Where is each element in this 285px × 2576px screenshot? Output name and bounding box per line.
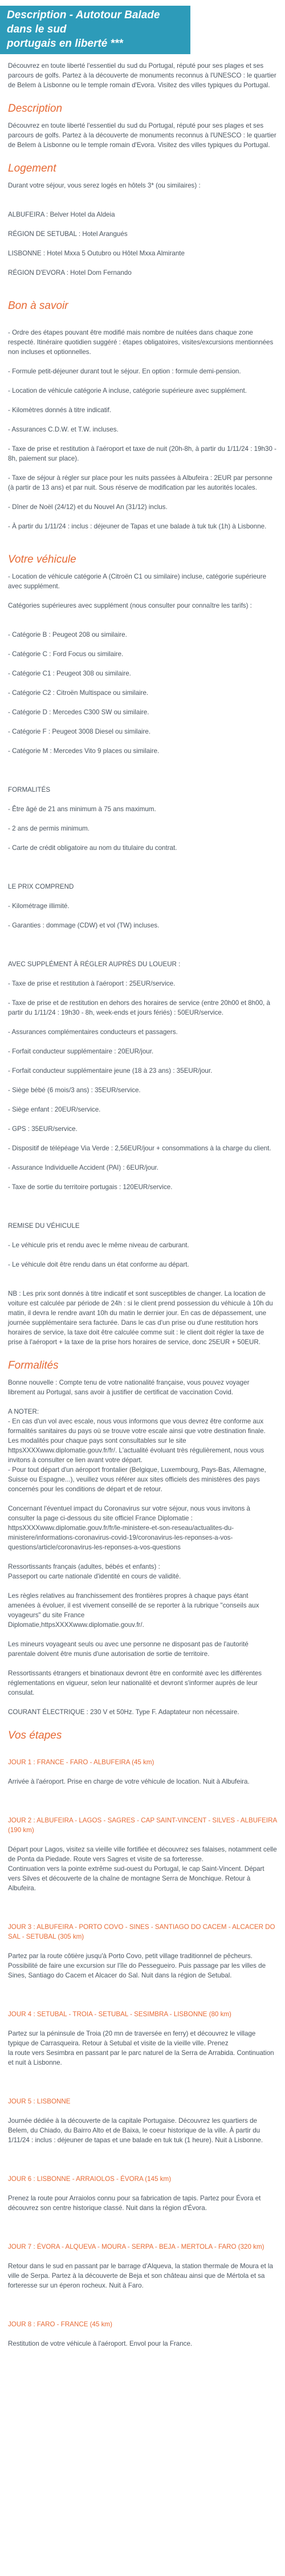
itinerary-day-title: JOUR 3 : ALBUFEIRA - PORTO COVO - SINES - SANTIAGO DO CACEM - ALCACER DO SAL - SETUBAL (305 km) xyxy=(8,1923,275,1940)
vehicule-formalites-heading: FORMALITÉS xyxy=(8,786,51,793)
hotel-line: RÉGION D'EVORA : Hotel Dom Fernando xyxy=(8,269,132,276)
itinerary-day xyxy=(8,2000,277,2077)
itinerary-day xyxy=(8,2310,277,2358)
itinerary-day xyxy=(8,1912,277,1990)
vehicule-formalites-item: - Être âgé de 21 ans minimum à 75 ans maximum. xyxy=(8,805,156,813)
itinerary-day-text: Journée dédiée à la découverte de la capitale Portugaise. Découvrez les quartiers de Belem, du Chiado, du Bairro Alto et de Baixa, le coeur historique de la ville. À partir du 1/11/24 : inclus : déjeuner de tapas et une balade en tuk tuk (1 heure). Nuit à Lisbonne. xyxy=(8,2117,263,2144)
bon-a-savoir-item: - Ordre des étapes pouvant être modifié mais nombre de nuitées dans chaque zone respecté. Itinéraire quotidien suggéré : étapes obligatoires, visites/excursions mentionnées non incluses et optionnelles. xyxy=(8,329,274,356)
vehicule-remise xyxy=(8,1211,277,1279)
vehicule-prix-item: - Garanties : dommage (CDW) et vol (TW) incluses. xyxy=(8,922,160,929)
etapes-heading: Vos étapes xyxy=(8,1729,62,1741)
itinerary-day-title: JOUR 7 : ÉVORA - ALQUEVA - MOURA - SERPA - BEJA - MERTOLA - FARO (320 km) xyxy=(8,2243,264,2251)
bon-a-savoir-item: - Taxe de prise et restitution à l'aéroport et taxe de nuit (20h-8h, à partir du 1/11/24 : 19h30 - 8h, paiement sur place). xyxy=(8,445,276,462)
vehicule-category: - Catégorie F : Peugeot 3008 Diesel ou similaire. xyxy=(8,728,151,735)
vehicule-prix-item: - Kilométrage illimité. xyxy=(8,902,70,910)
formalites-paragraph: Les mineurs voyageant seuls ou avec une personne ne disposant pas de l'autorité parentale doivent être munis d'une autorisation de sortie de territoire. xyxy=(8,1641,249,1658)
hotel-line: LISBONNE : Hotel Mxxa 5 Outubro ou Hôtel Mxxa Almirante xyxy=(8,250,185,257)
vehicule-remise-item: - Le véhicule pris et rendu avec le même niveau de carburant. xyxy=(8,1242,189,1249)
formalites-paragraph: A NOTER: - En cas d'un vol avec escale, nous vous informons que vous devrez être conforme aux formalités sanitaires du pays où se trouve votre escale ainsi que votre destination finale. Les modalités pour chaque pays sont consultables sur le site httpsXXXXwww.diplomatie.gouv.fr/fr/. L'actualité évoluant très régulièrement, nous vous invitons à consulter ce lien avant votre départ. - Pour tout départ d'un aéroport frontalier (Belgique, Luxembourg, Pays-Bas, Allemagne, Suisse ou Espagne...), veuillez vous référer aux sites officiels des ministères des pays concernés pour les conditions de départ et de retour. xyxy=(8,1408,266,1493)
itinerary-day-text: Restitution de votre véhicule à l'aéroport. Envol pour la France. xyxy=(8,2340,193,2347)
vehicule-category: - Catégorie C1 : Peugeot 308 ou similaire. xyxy=(8,670,131,677)
itinerary-day-text: Partez sur la péninsule de Troia (20 mn de traversée en ferry) et découvrez le village typique de Carrasqueira. Retour à Setubal et visite de la vieille ville. Prenez la route vers Sesimbra en passant par le parc naturel de la Serra de Arrabida. Continuation et nuit à Lisbonne. xyxy=(8,2030,274,2066)
formalites-paragraph: Ressortissants étrangers et binationaux devront être en conformité avec les différentes réglementations en vigueur, selon leur nationalité et devront s'informer auprès de leur consulat. xyxy=(8,1670,262,1696)
formalites-paragraph: COURANT ÉLECTRIQUE : 230 V et 50Hz. Type F. Adaptateur non nécessaire. xyxy=(8,1708,239,1716)
bon-a-savoir-item: - Kilomètres donnés à titre indicatif. xyxy=(8,406,112,414)
itinerary-day-title: JOUR 2 : ALBUFEIRA - LAGOS - SAGRES - CAP SAINT-VINCENT - SILVES - ALBUFEIRA (190 km) xyxy=(8,1817,277,1834)
description-heading: Description xyxy=(8,103,63,115)
formalites-heading: Formalités xyxy=(8,1360,59,1372)
formalites-paragraph: Ressortissants français (adultes, bébés et enfants) : Passeport ou carte nationale d'identité en cours de validité. xyxy=(8,1563,181,1580)
vehicule-supplement-item: - Taxe de prise et restitution à l'aéroport : 25EUR/service. xyxy=(8,980,176,987)
vehicule-categories-intro: Catégories supérieures avec supplément (nous consulter pour connaître les tarifs) : xyxy=(8,602,252,609)
formalites-paragraph: Bonne nouvelle : Compte tenu de votre nationalité française, vous pouvez voyager librement au Portugal, sans avoir à justifier de certificat de vaccination Covid. xyxy=(8,1379,250,1396)
itinerary-day-title: JOUR 1 : FRANCE - FARO - ALBUFEIRA (45 km) xyxy=(8,1759,154,1766)
bon-a-savoir-item: - Formule petit-déjeuner durant tout le séjour. En option : formule demi-pension. xyxy=(8,368,241,375)
vehicule-supplement-item: - Siège bébé (6 mois/3 ans) : 35EUR/service. xyxy=(8,1086,141,1094)
bon-a-savoir-item: - Assurances C.D.W. et T.W. incluses. xyxy=(8,426,119,433)
itinerary-day-title: JOUR 4 : SETUBAL - TROIA - SETUBAL - SESIMBRA - LISBONNE (80 km) xyxy=(8,2011,231,2018)
logement-intro: Durant votre séjour, vous serez logés en hôtels 3* (ou similaires) : xyxy=(8,182,201,189)
vehicule-category: - Catégorie M : Mercedes Vito 9 places ou similaire. xyxy=(8,747,160,755)
bon-a-savoir-item: - Taxe de séjour à régler sur place pour les nuits passées à Albufeira : 2EUR par personne (à partir de 13 ans) et par nuit. Sous réserve de modification par les autorités locales. xyxy=(8,474,272,491)
vehicule-supplement-item: - Taxe de prise et de restitution en dehors des horaires de service (entre 20h00 et 8h00, à partir du 1/11/24 : 19h30 - 8h, week-ends et jours fériés) : 50EUR/service. xyxy=(8,999,270,1016)
itinerary-day xyxy=(8,1748,277,1796)
page-title-line-1: Description - Autotour Balade dans le sud xyxy=(7,9,160,35)
page-title-banner xyxy=(0,6,190,54)
vehicule-category: - Catégorie C : Ford Focus ou similaire. xyxy=(8,650,124,658)
formalites-paragraph: Les règles relatives au franchissement des frontières propres à chaque pays étant amenées à évoluer, il est vivement conseillé de se reporter à la rubrique "conseils aux voyageurs" du site France Diplomatie,httpsXXXXwww.diplomatie.gouv.fr/. xyxy=(8,1592,259,1629)
vehicule-supplements-heading: AVEC SUPPLÉMENT À RÉGLER AUPRÈS DU LOUEUR : xyxy=(8,961,181,968)
hotel-line: ALBUFEIRA : Belver Hotel da Aldeia xyxy=(8,211,115,218)
logement-heading: Logement xyxy=(8,162,56,174)
formalites-paragraph: Concernant l'éventuel impact du Coronavirus sur votre séjour, nous vous invitons à consulter la page ci-dessous du site officiel France Diplomatie : httpsXXXXwww.diplomatie.gouv.fr/fr/le-ministere-et-son-reseau/actualites-du-ministere/informations-coronavirus-covid-19/coronavirus-les-reponses-a-vos-questions/article/coronavirus-les-reponses-a-vos-questions xyxy=(8,1505,250,1551)
vehicule-supplement-item: - GPS : 35EUR/service. xyxy=(8,1125,78,1133)
vehicule-supplement-item: - Assurance Individuelle Accident (PAI) : 6EUR/jour. xyxy=(8,1164,158,1171)
itinerary-day-text: Arrivée à l'aéroport. Prise en charge de votre véhicule de location. Nuit à Albufeira. xyxy=(8,1778,250,1785)
itinerary-day-text: Partez par la route côtière jusqu'à Porto Covo, petit village traditionnel de pêcheurs. Possibilité de faire une excursion sur l'île do Pessegueiro. Puis passage par les villes de Sines, Santiago do Cacem et Alcacer do Sal. Nuit dans la région de Setubal. xyxy=(8,1952,266,1979)
vehicule-intro: - Location de véhicule catégorie A (Citroën C1 ou similaire) incluse, catégorie supérieure avec supplément. xyxy=(8,573,267,590)
logement-hotel-list xyxy=(8,200,277,287)
vehicule-supplement-item: - Assurances complémentaires conducteurs et passagers. xyxy=(8,1028,178,1036)
itinerary-day-text: Départ pour Lagos, visitez sa vieille ville fortifiée et découvrez ses falaises, notamment celle de Ponta da Piedade. Route vers Sagres et visite de sa forteresse. Continuation vers la pointe extrême sud-ouest du Portugal, le cap Saint-Vincent. Départ vers Silves et découverte de la chaîne de montagne Serra de Monchique. Retour à Albufeira. xyxy=(8,1846,277,1892)
vehicule-category: - Catégorie B : Peugeot 208 ou similaire. xyxy=(8,631,127,638)
vehicule-supplement-item: - Forfait conducteur supplémentaire jeune (18 à 23 ans) : 35EUR/jour. xyxy=(8,1067,213,1075)
itinerary-day xyxy=(8,2164,277,2223)
vehicule-remise-heading: REMISE DU VÉHICULE xyxy=(8,1222,80,1230)
description-text: Découvrez en toute liberté l'essentiel du sud du Portugal, réputé pour ses plages et ses parcours de golfs. Partez à la découverte de monuments reconnus à l'UNESCO : le quartier de Belem à Lisbonne ou le temple romain d'Evora. Visitez des villes typiques du Portugal. xyxy=(8,122,276,149)
vehicule-supplement-item: - Forfait conducteur supplémentaire : 20EUR/jour. xyxy=(8,1048,154,1055)
vehicule-remise-item: - Le véhicule doit être rendu dans un état conforme au départ. xyxy=(8,1261,189,1268)
vehicule-supplement-item: - Taxe de sortie du territoire portugais : 120EUR/service. xyxy=(8,1183,173,1191)
hotel-line: RÉGION DE SETUBAL : Hotel Arangués xyxy=(8,230,128,238)
vehicule-supplement-item: - Dispositif de télépéage Via Verde : 2,56EUR/jour + consommations à la charge du client. xyxy=(8,1145,271,1152)
bon-a-savoir-heading: Bon à savoir xyxy=(8,300,68,312)
vehicule-prix-comprend xyxy=(8,872,277,940)
vehicule-prix-heading: LE PRIX COMPREND xyxy=(8,883,74,890)
itinerary-day xyxy=(8,1806,277,1903)
bon-a-savoir-item: - Dîner de Noël (24/12) et du Nouvel An (31/12) inclus. xyxy=(8,503,168,511)
vehicule-category: - Catégorie C2 : Citroën Multispace ou similaire. xyxy=(8,689,149,697)
vehicule-category-list xyxy=(8,620,277,766)
itinerary-day-text: Prenez la route pour Arraiolos connu pour sa fabrication de tapis. Partez pour Évora et découvrez son centre historique classé. Nuit dans la région d'Évora. xyxy=(8,2195,261,2212)
vehicule-supplements xyxy=(8,950,277,1202)
vehicule-nb-note: NB : Les prix sont donnés à titre indicatif et sont susceptibles de changer. La location de voiture est calculée par période de 24h : si le client prend possession du véhicule à 10h du matin, il devra le rendre avant 10h du matin le dernier jour. En cas de dépassement, une journée supplémentaire sera facturée. Dans le cas d'un prise ou d'une restitution hors horaires de service, la taxe doit être calculée comme suit : le client doit régler la taxe de prise à l'aéroport + la taxe de la prise hors horaires de service, donc 25EUR + 50EUR. xyxy=(8,1290,273,1346)
intro-paragraph: Découvrez en toute liberté l'essentiel du sud du Portugal, réputé pour ses plages et ses parcours de golfs. Partez à la découverte de monuments reconnus à l'UNESCO : le quartier de Belem à Lisbonne ou le temple romain d'Evora. Visitez des villes typiques du Portugal. xyxy=(8,62,276,89)
bon-a-savoir-list xyxy=(8,318,277,541)
vehicule-heading: Votre véhicule xyxy=(8,554,76,565)
itinerary-day-text: Retour dans le sud en passant par le barrage d'Alqueva, la station thermale de Moura et la ville de Serpa. Partez à la découverte de Beja et son château ainsi que de Mértola et sa forteresse sur un éperon rocheux. Nuit à Faro. xyxy=(8,2262,273,2289)
itinerary-day xyxy=(8,2087,277,2155)
vehicule-category: - Catégorie D : Mercedes C300 SW ou similaire. xyxy=(8,709,149,716)
itinerary-day-title: JOUR 8 : FARO - FRANCE (45 km) xyxy=(8,2321,112,2328)
bon-a-savoir-item: - À partir du 1/11/24 : inclus : déjeuner de Tapas et une balade à tuk tuk (1h) à Lisbonne. xyxy=(8,523,267,530)
itinerary-day-title: JOUR 5 : LISBONNE xyxy=(8,2098,71,2105)
vehicule-formalites-item: - Carte de crédit obligatoire au nom du titulaire du contrat. xyxy=(8,844,177,852)
vehicule-supplement-item: - Siège enfant : 20EUR/service. xyxy=(8,1106,101,1113)
itinerary-day-title: JOUR 6 : LISBONNE - ARRAIOLOS - ÉVORA (145 km) xyxy=(8,2175,172,2183)
page-title-line-2: portugais en liberté *** xyxy=(7,38,123,50)
bon-a-savoir-item: - Location de véhicule catégorie A incluse, catégorie supérieure avec supplément. xyxy=(8,387,247,394)
vehicule-formalites-item: - 2 ans de permis minimum. xyxy=(8,825,90,832)
vehicule-formalites xyxy=(8,775,277,862)
itinerary-day xyxy=(8,2232,277,2300)
